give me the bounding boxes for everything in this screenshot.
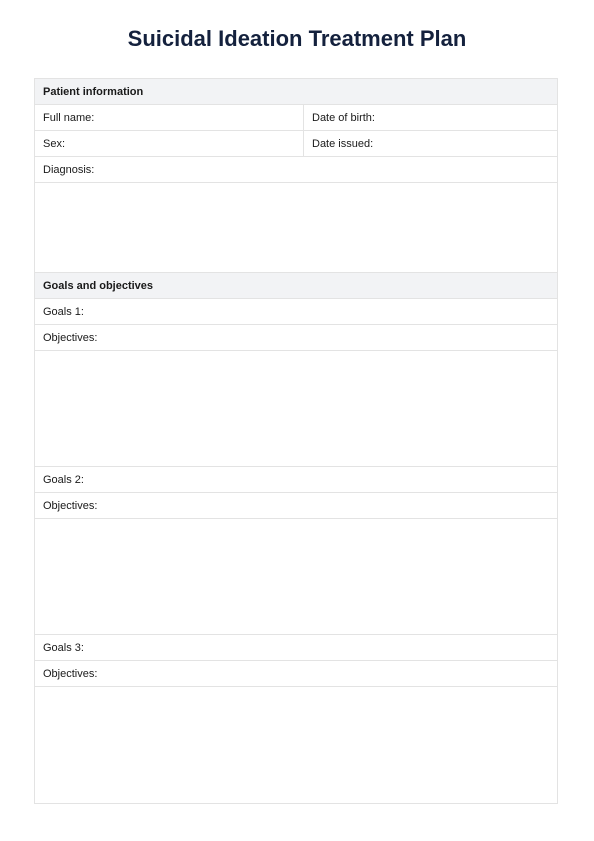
date-issued-label: Date issued: [312,137,374,150]
full-name-label: Full name: [43,111,95,124]
date-issued-field[interactable] [304,131,557,156]
date-of-birth-label: Date of birth: [312,111,375,124]
goal-3-label: Goals 3: [43,641,84,654]
objectives-2-field[interactable] [35,493,557,519]
objectives-1-label: Objectives: [43,331,98,344]
sex-field[interactable] [35,131,304,156]
objectives-1-field[interactable] [35,325,557,351]
objectives-1-text-area[interactable] [35,351,557,467]
goal-3-field[interactable] [35,635,557,661]
objectives-3-field[interactable] [35,661,557,687]
objectives-2-text-area[interactable] [35,519,557,635]
diagnosis-text-area[interactable] [35,183,557,273]
patient-information-header: Patient information [35,79,557,105]
goal-2-label: Goals 2: [43,473,84,486]
goal-1-field[interactable] [35,299,557,325]
goal-2-field[interactable] [35,467,557,493]
diagnosis-field[interactable] [35,157,557,183]
sex-label: Sex: [43,137,66,150]
objectives-3-label: Objectives: [43,667,98,680]
diagnosis-label: Diagnosis: [43,163,95,176]
full-name-field[interactable] [35,105,304,130]
goal-1-label: Goals 1: [43,305,84,318]
date-of-birth-field[interactable] [304,105,557,130]
objectives-3-text-area[interactable] [35,687,557,803]
goals-and-objectives-header: Goals and objectives [35,273,557,299]
name-dob-row [35,105,557,131]
objectives-2-label: Objectives: [43,499,98,512]
treatment-plan-form [34,78,558,804]
sex-date-issued-row [35,131,557,157]
page-title: Suicidal Ideation Treatment Plan [127,26,467,51]
